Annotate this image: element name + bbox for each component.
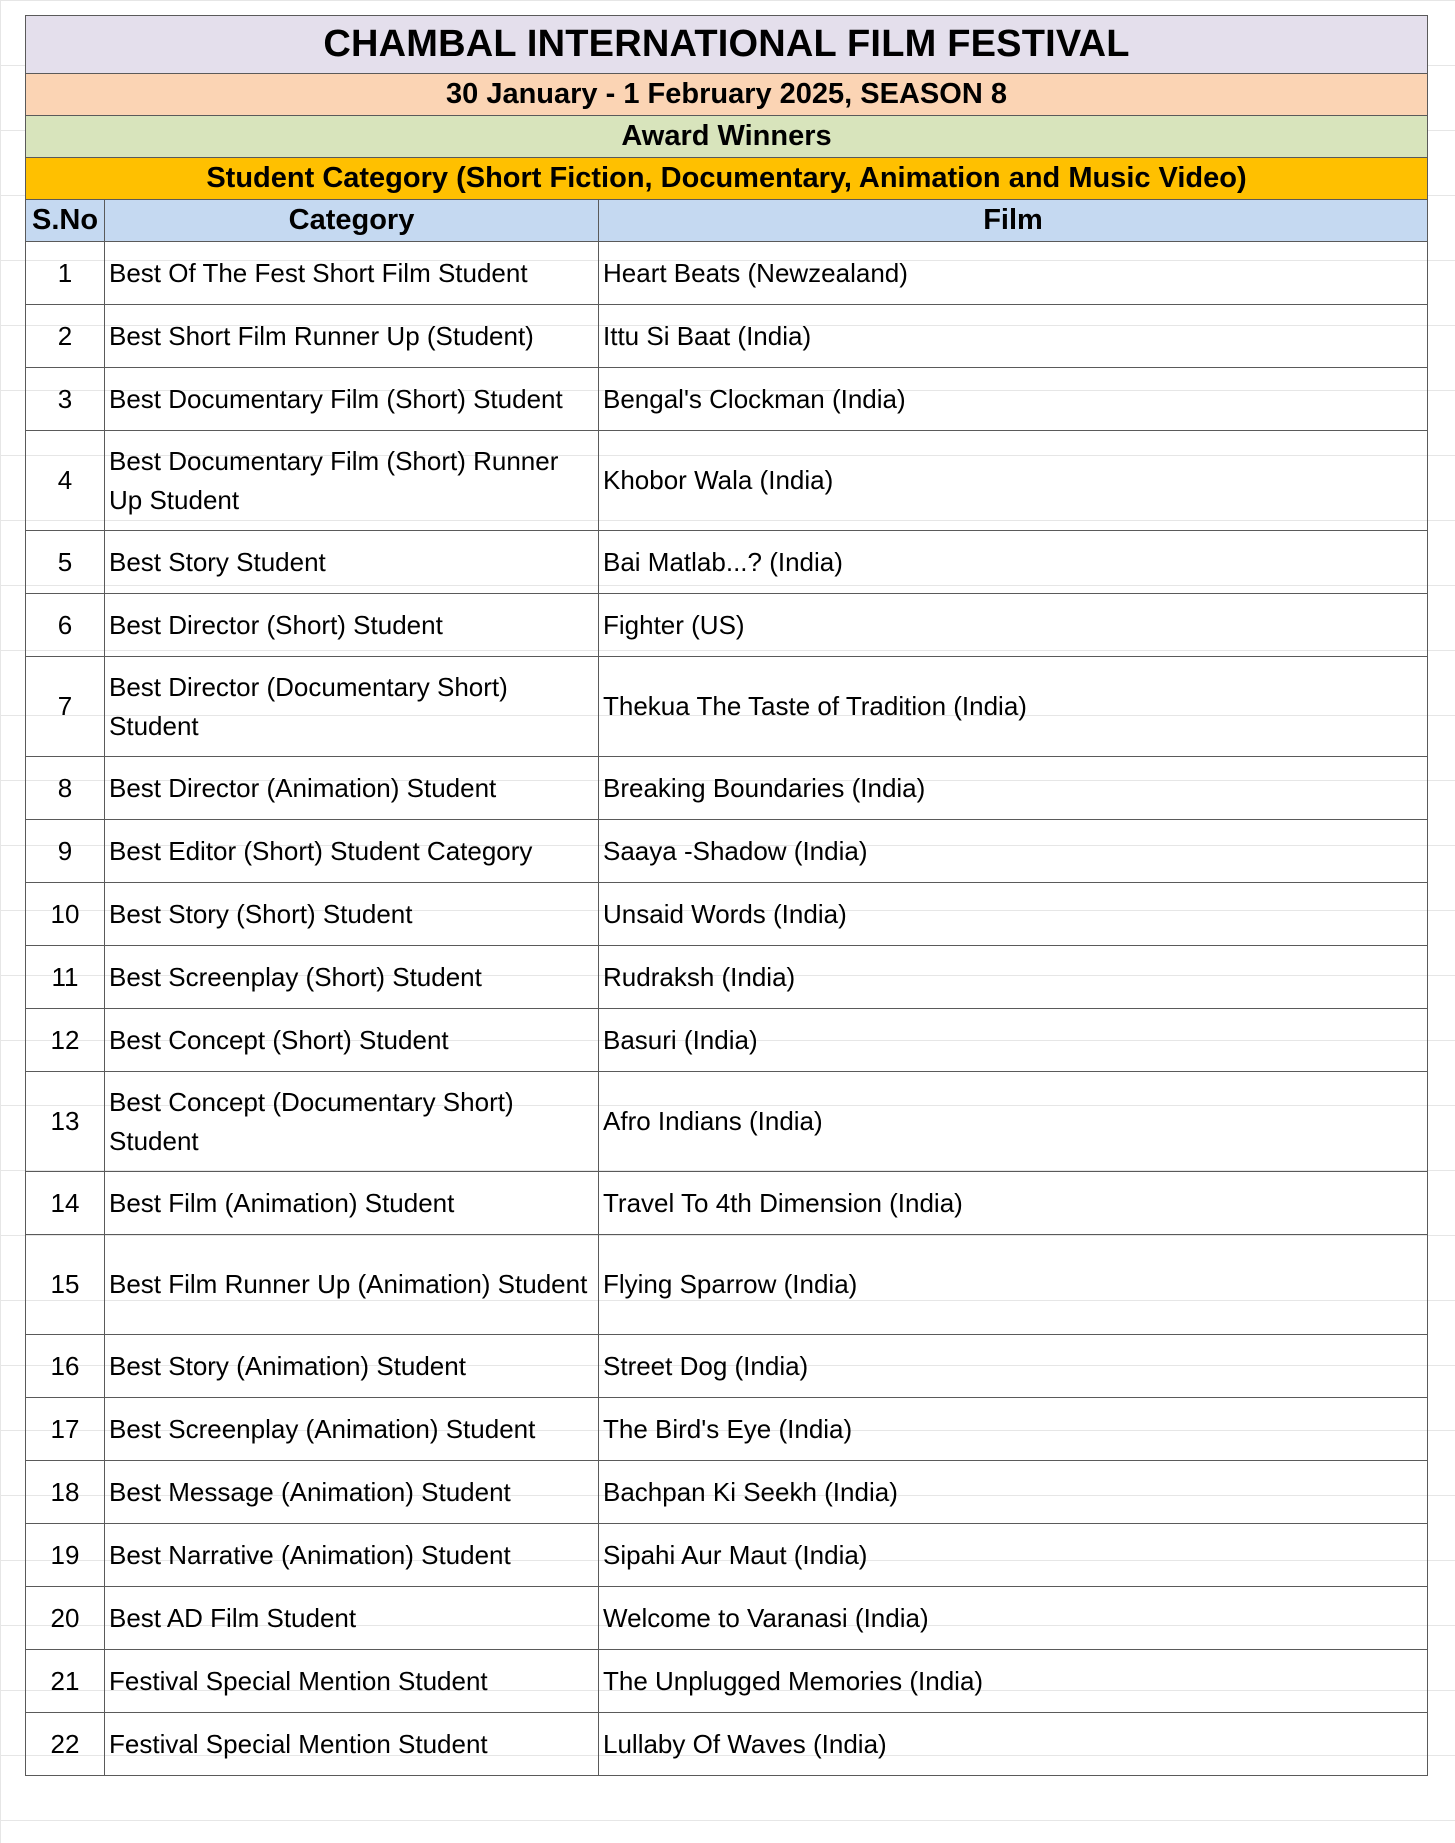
column-header-sno[interactable]: S.No (26, 200, 105, 242)
film-cell[interactable]: Heart Beats (Newzealand) (599, 242, 1428, 305)
column-header-film[interactable]: Film (599, 200, 1428, 242)
category-cell[interactable]: Best Director (Short) Student (105, 594, 599, 657)
table-row (26, 1009, 1428, 1072)
sno-cell[interactable]: 3 (26, 368, 105, 431)
sno-cell[interactable]: 12 (26, 1009, 105, 1072)
film-cell[interactable]: Breaking Boundaries (India) (599, 757, 1428, 820)
sno-cell[interactable]: 19 (26, 1524, 105, 1587)
award-heading[interactable]: Award Winners (26, 116, 1428, 158)
film-cell[interactable]: Fighter (US) (599, 594, 1428, 657)
sno-cell[interactable]: 4 (26, 431, 105, 531)
table-row (26, 1398, 1428, 1461)
film-cell[interactable]: Welcome to Varanasi (India) (599, 1587, 1428, 1650)
table-row (26, 531, 1428, 594)
table-row (26, 1587, 1428, 1650)
category-cell[interactable]: Best Of The Fest Short Film Student (105, 242, 599, 305)
film-cell[interactable]: Afro Indians (India) (599, 1072, 1428, 1172)
category-cell[interactable]: Best Screenplay (Short) Student (105, 946, 599, 1009)
sno-cell[interactable]: 15 (26, 1235, 105, 1335)
table-row (26, 594, 1428, 657)
table-row (26, 820, 1428, 883)
table-row (26, 305, 1428, 368)
category-cell[interactable]: Best Story Student (105, 531, 599, 594)
film-cell[interactable]: Bengal's Clockman (India) (599, 368, 1428, 431)
table-row (26, 1461, 1428, 1524)
category-cell[interactable]: Best Director (Animation) Student (105, 757, 599, 820)
category-cell[interactable]: Best Story (Animation) Student (105, 1335, 599, 1398)
sno-cell[interactable]: 21 (26, 1650, 105, 1713)
festival-title[interactable]: CHAMBAL INTERNATIONAL FILM FESTIVAL (26, 16, 1428, 74)
film-cell[interactable]: Unsaid Words (India) (599, 883, 1428, 946)
table-row (26, 883, 1428, 946)
film-cell[interactable]: Lullaby Of Waves (India) (599, 1713, 1428, 1776)
film-cell[interactable]: Street Dog (India) (599, 1335, 1428, 1398)
film-cell[interactable]: Thekua The Taste of Tradition (India) (599, 657, 1428, 757)
film-cell[interactable]: Rudraksh (India) (599, 946, 1428, 1009)
table-row (26, 1524, 1428, 1587)
title-row (26, 16, 1428, 74)
table-row (26, 1713, 1428, 1776)
table-row (26, 1172, 1428, 1235)
festival-dates[interactable]: 30 January - 1 February 2025, SEASON 8 (26, 74, 1428, 116)
sno-cell[interactable]: 14 (26, 1172, 105, 1235)
column-header-row (26, 200, 1428, 242)
category-cell[interactable]: Best Director (Documentary Short) Student (105, 657, 599, 757)
film-cell[interactable]: The Unplugged Memories (India) (599, 1650, 1428, 1713)
table-row (26, 368, 1428, 431)
table-row (26, 1650, 1428, 1713)
award-heading-row (26, 116, 1428, 158)
film-cell[interactable]: Travel To 4th Dimension (India) (599, 1172, 1428, 1235)
awards-table (25, 15, 1428, 1776)
category-cell[interactable]: Best Screenplay (Animation) Student (105, 1398, 599, 1461)
film-cell[interactable]: The Bird's Eye (India) (599, 1398, 1428, 1461)
sno-cell[interactable]: 17 (26, 1398, 105, 1461)
film-cell[interactable]: Flying Sparrow (India) (599, 1235, 1428, 1335)
category-cell[interactable]: Festival Special Mention Student (105, 1650, 599, 1713)
category-heading-row (26, 158, 1428, 200)
sno-cell[interactable]: 22 (26, 1713, 105, 1776)
film-cell[interactable]: Khobor Wala (India) (599, 431, 1428, 531)
category-cell[interactable]: Best Concept (Documentary Short) Student (105, 1072, 599, 1172)
film-cell[interactable]: Sipahi Aur Maut (India) (599, 1524, 1428, 1587)
film-cell[interactable]: Ittu Si Baat (India) (599, 305, 1428, 368)
category-cell[interactable]: Best Documentary Film (Short) Student (105, 368, 599, 431)
table-row (26, 757, 1428, 820)
category-cell[interactable]: Best Concept (Short) Student (105, 1009, 599, 1072)
category-cell[interactable]: Best Narrative (Animation) Student (105, 1524, 599, 1587)
sno-cell[interactable]: 13 (26, 1072, 105, 1172)
film-cell[interactable]: Saaya -Shadow (India) (599, 820, 1428, 883)
film-cell[interactable]: Bachpan Ki Seekh (India) (599, 1461, 1428, 1524)
sno-cell[interactable]: 18 (26, 1461, 105, 1524)
category-cell[interactable]: Best Documentary Film (Short) Runner Up Student (105, 431, 599, 531)
sno-cell[interactable]: 1 (26, 242, 105, 305)
table-row (26, 431, 1428, 531)
table-row (26, 657, 1428, 757)
category-cell[interactable]: Best Film (Animation) Student (105, 1172, 599, 1235)
table-row (26, 1335, 1428, 1398)
sno-cell[interactable]: 11 (26, 946, 105, 1009)
sno-cell[interactable]: 8 (26, 757, 105, 820)
sno-cell[interactable]: 6 (26, 594, 105, 657)
sno-cell[interactable]: 16 (26, 1335, 105, 1398)
category-cell[interactable]: Best AD Film Student (105, 1587, 599, 1650)
category-cell[interactable]: Best Message (Animation) Student (105, 1461, 599, 1524)
film-cell[interactable]: Bai Matlab...? (India) (599, 531, 1428, 594)
sno-cell[interactable]: 2 (26, 305, 105, 368)
sno-cell[interactable]: 20 (26, 1587, 105, 1650)
category-cell[interactable]: Best Short Film Runner Up (Student) (105, 305, 599, 368)
category-heading[interactable]: Student Category (Short Fiction, Documentary, Animation and Music Video) (26, 158, 1428, 200)
dates-row (26, 74, 1428, 116)
sno-cell[interactable]: 7 (26, 657, 105, 757)
table-row (26, 946, 1428, 1009)
category-cell[interactable]: Best Film Runner Up (Animation) Student (105, 1235, 599, 1335)
sno-cell[interactable]: 5 (26, 531, 105, 594)
table-row (26, 1235, 1428, 1335)
table-body (26, 242, 1428, 1776)
sno-cell[interactable]: 10 (26, 883, 105, 946)
category-cell[interactable]: Festival Special Mention Student (105, 1713, 599, 1776)
table-row (26, 242, 1428, 305)
category-cell[interactable]: Best Editor (Short) Student Category (105, 820, 599, 883)
table-row (26, 1072, 1428, 1172)
sno-cell[interactable]: 9 (26, 820, 105, 883)
category-cell[interactable]: Best Story (Short) Student (105, 883, 599, 946)
column-header-category[interactable]: Category (105, 200, 599, 242)
film-cell[interactable]: Basuri (India) (599, 1009, 1428, 1072)
